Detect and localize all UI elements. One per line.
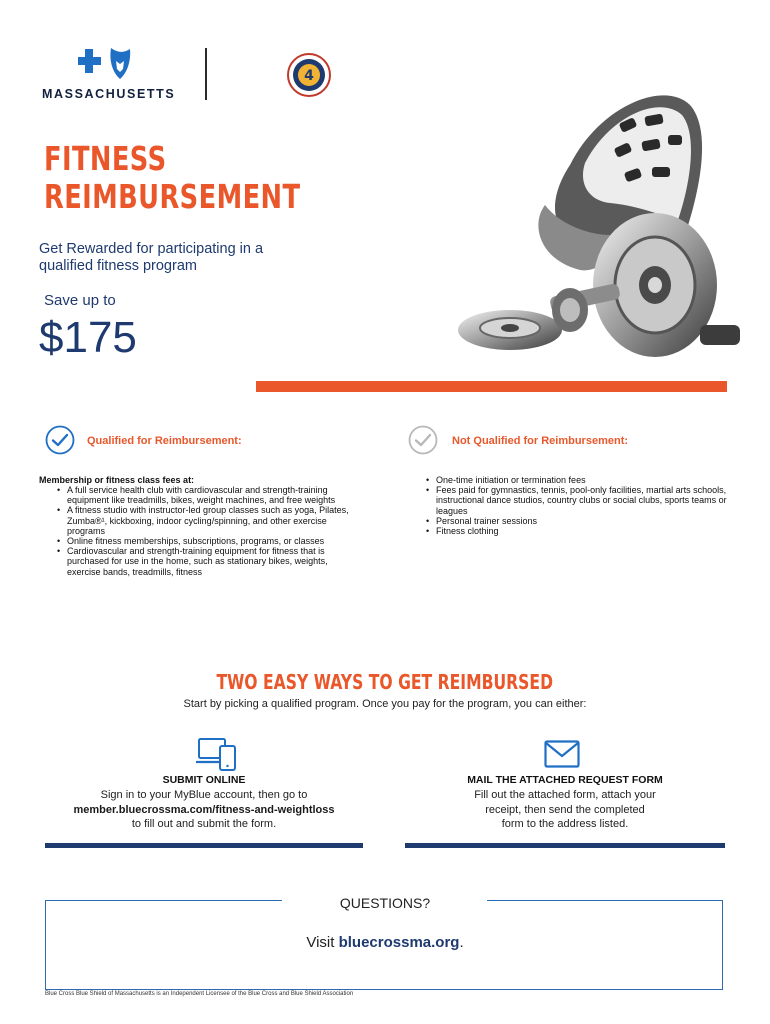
seal-number: 4: [304, 68, 314, 84]
page-subtitle: Get Rewarded for participating in a qualified fitness program: [39, 241, 264, 274]
list-item: • Cardiovascular and strength-training equipment for fitness that is purchased for use in the home, such as stationary bikes, weights, exercise bands, treadmills, fitness: [55, 546, 360, 577]
submit-online-line-3: to fill out and submit the form.: [131, 818, 277, 830]
qualified-list-title: Membership or fitness class fees at:: [39, 475, 195, 485]
ways-subtitle: Start by picking a qualified program. Once you pay for the program, you can either:: [183, 698, 587, 710]
website-link[interactable]: bluecrossma.org: [338, 934, 460, 951]
visit-prefix: Visit: [306, 934, 335, 951]
mail-form-line-2: receipt, then send the completed: [485, 803, 645, 816]
list-item: • Fees paid for gymnastics, tennis, pool-only facilities, martial arts schools, instructional dance studios, country clubs or social clubs, sports teams or leagues: [424, 485, 729, 516]
not-qualified-heading: Not Qualified for Reimbursement:: [452, 435, 629, 447]
submit-online-title: SUBMIT ONLINE: [162, 774, 246, 786]
title-line-2: REIMBURSEMENT: [44, 177, 301, 216]
bcbs-logo-icon: [78, 44, 138, 84]
member-portal-link[interactable]: member.bluecrossma.com/fitness-and-weightloss: [73, 803, 335, 816]
list-item: • Personal trainer sessions: [424, 516, 729, 526]
logo-wordmark: MASSACHUSETTS: [42, 87, 176, 101]
accent-bar: [256, 381, 727, 392]
seal-badge-icon: [287, 53, 331, 97]
list-item: • A full service health club with cardiovascular and strength-training equipment like treadmills, bikes, weight machines, and free weights: [55, 485, 360, 505]
mail-form-line-3: form to the address listed.: [501, 818, 629, 830]
page-title: [44, 140, 300, 216]
mail-form-title: MAIL THE ATTACHED REQUEST FORM: [467, 774, 663, 786]
divider-left: [45, 843, 363, 848]
check-circle-outline-icon: [408, 425, 438, 455]
submit-online-text: [45, 788, 363, 832]
laptop-phone-icon: [196, 736, 238, 772]
footer-disclaimer: Blue Cross Blue Shield of Massachusetts is an Independent Licensee of the Blue Cross and Blue Shield Association: [45, 991, 354, 997]
qualified-list: [55, 485, 360, 577]
header-divider: [205, 48, 207, 100]
list-item: • Fitness clothing: [424, 526, 729, 536]
not-qualified-list: [424, 475, 729, 536]
divider-right: [405, 843, 725, 848]
mail-form-text: [405, 788, 725, 832]
sneaker-dumbbell-illustration: [450, 85, 740, 375]
submit-online-line-1: Sign in to your MyBlue account, then go to: [100, 789, 308, 801]
questions-heading: QUESTIONS?: [339, 895, 431, 911]
savings-amount: $175: [39, 313, 137, 362]
visit-text: [0, 934, 770, 951]
list-item: • Online fitness memberships, subscriptions, programs, or classes: [55, 536, 360, 546]
list-item: • One-time initiation or termination fees: [424, 475, 729, 485]
mail-form-line-1: Fill out the attached form, attach your: [474, 789, 656, 801]
check-circle-icon: [45, 425, 75, 455]
title-line-1: FITNESS: [44, 139, 167, 178]
qualified-heading: Qualified for Reimbursement:: [87, 435, 242, 447]
ways-heading: [0, 670, 770, 694]
ways-heading-text: TWO EASY WAYS TO GET REIMBURSED: [216, 670, 554, 694]
envelope-icon: [544, 740, 580, 768]
visit-suffix: .: [459, 934, 464, 951]
save-label: Save up to: [44, 292, 116, 309]
list-item: • A fitness studio with instructor-led group classes such as yoga, Pilates, Zumba®¹, kickboxing, indoor cycling/spinning, and other exercise programs: [55, 505, 360, 536]
